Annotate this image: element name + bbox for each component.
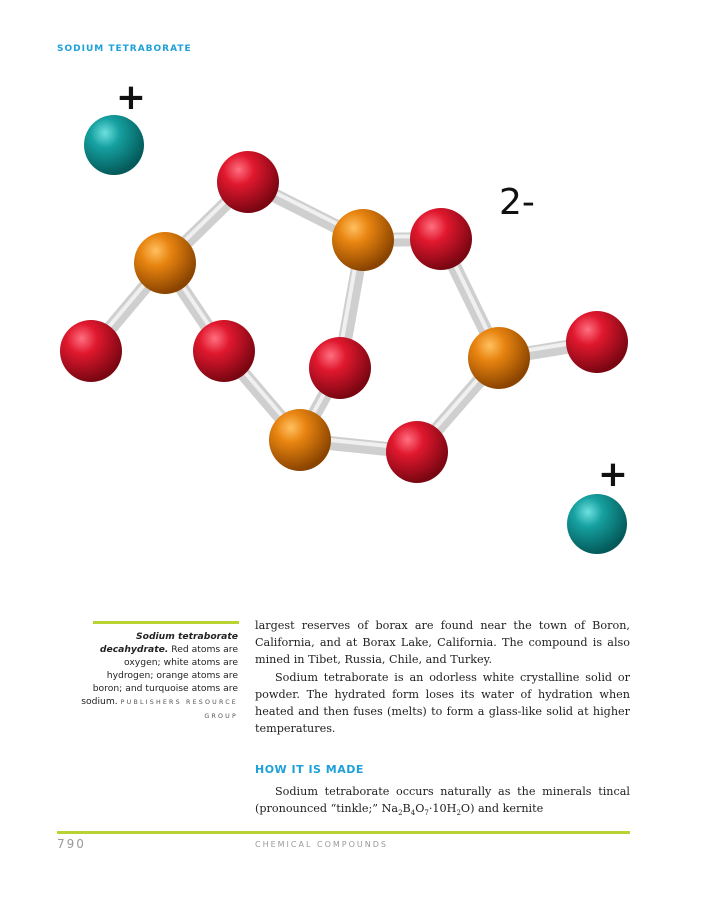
boron-atom	[332, 209, 394, 271]
page-number: 790	[57, 837, 86, 851]
oxygen-atom	[193, 320, 255, 382]
oxygen-atom	[60, 320, 122, 382]
body-paragraph	[255, 783, 630, 822]
footer-book-title: CHEMICAL COMPOUNDS	[255, 840, 388, 849]
paragraph-text: and kernite	[478, 802, 544, 815]
figure-caption	[80, 630, 238, 723]
charge-plus-bottom: +	[597, 454, 629, 495]
chemical-formula: $Na_2B_4O_7\cdot 10H_2O$)	[381, 802, 475, 818]
caption-text: Red atoms are oxygen; white atoms are hydrogen; orange atoms are boron; and turquoise atoms are sodium.	[81, 644, 238, 707]
sodium-atom	[84, 115, 144, 175]
ion-charge-label: 2-	[499, 182, 535, 223]
section-heading: HOW IT IS MADE	[255, 763, 364, 776]
photo-credit: PUBLISHERS RESOURCE GROUP	[120, 699, 238, 720]
paragraph-text: Sodium tetraborate occurs naturally as the minerals tincal (pronounced “tinkle;”	[255, 785, 630, 815]
running-header: SODIUM TETRABORATE	[57, 44, 192, 54]
caption-lead: Sodium tetraborate decahydrate.	[99, 631, 238, 655]
body-paragraph: largest reserves of borax are found near the town of Boron, California, and at Borax Lake, California. The compound is also mined in Tibet, Russia, Chile, and Turkey.	[255, 619, 630, 666]
borate-molecule-diagram	[57, 80, 642, 558]
charge-plus-top: +	[115, 80, 147, 118]
oxygen-atom	[217, 151, 279, 213]
boron-atom	[269, 409, 331, 471]
oxygen-atom	[566, 311, 628, 373]
body-paragraph: Sodium tetraborate is an odorless white crystalline solid or powder. The hydrated form loses its water of hydration when heated and then fuses (melts) to form a glass-like solid at higher temperatures.	[255, 671, 630, 735]
footer-rule	[57, 831, 630, 834]
oxygen-atom	[386, 421, 448, 483]
boron-atom	[134, 232, 196, 294]
oxygen-atom	[410, 208, 472, 270]
molecule-figure	[57, 80, 642, 558]
boron-atom	[468, 327, 530, 389]
sodium-atom	[567, 494, 627, 554]
caption-rule	[93, 621, 239, 624]
oxygen-atom	[309, 337, 371, 399]
